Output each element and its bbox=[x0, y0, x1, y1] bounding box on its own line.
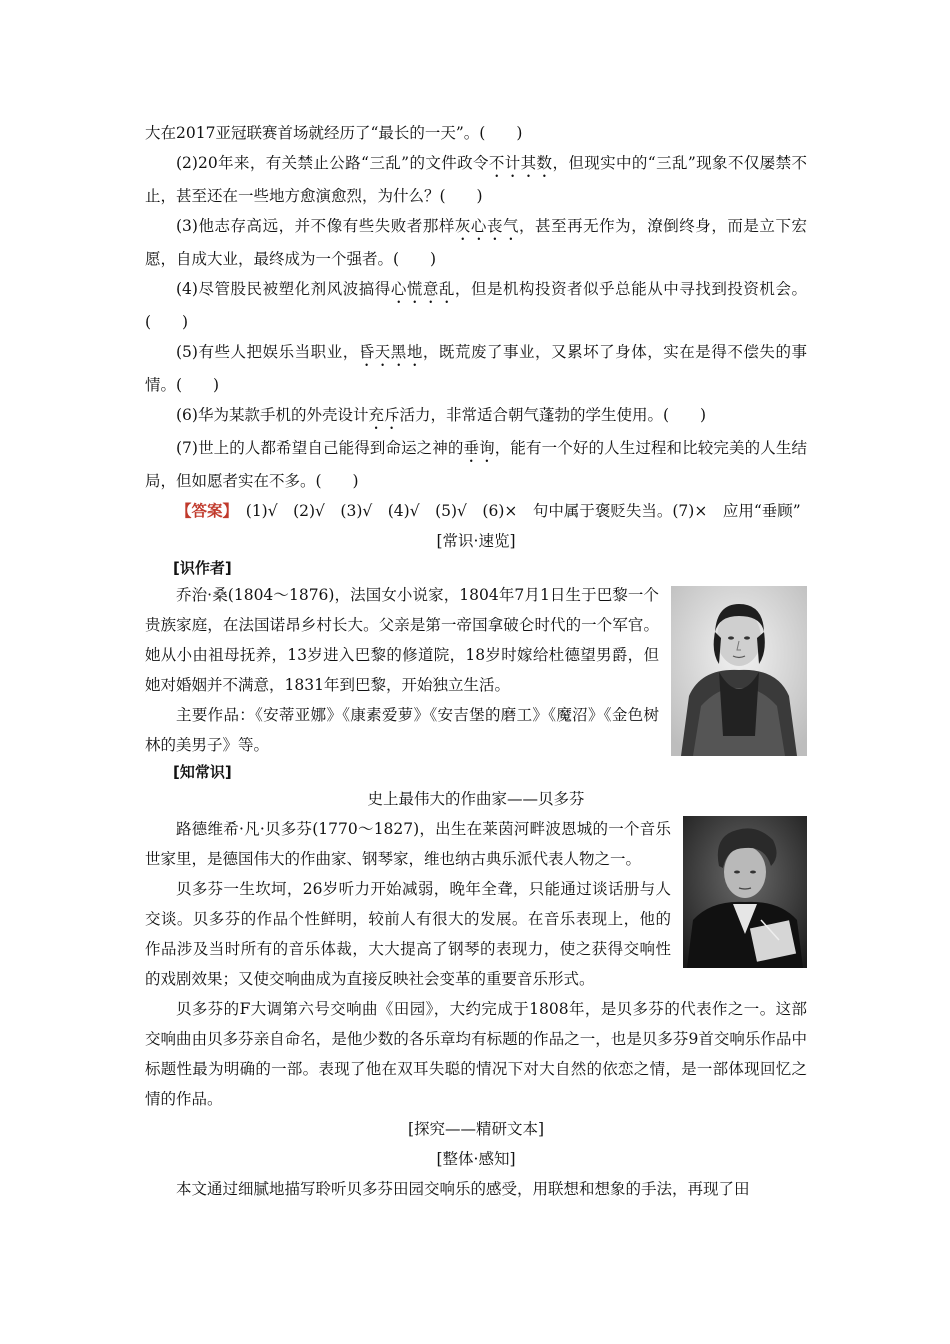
knowledge-paragraph-3: 贝多芬的F大调第六号交响曲《田园》，大约完成于1808年，是贝多芬的代表作之一。这部交响曲由贝多芬亲自命名，是他少数的各乐章均有标题的作品之一，也是贝多芬9首交响乐作品中标题性最为明确的一部。表现了他在双耳失聪的情况下对大自然的依恋之情，是一部体现回忆之情的作品。 bbox=[145, 1000, 807, 1108]
question-5-text-a: (5)有些人把娱乐当职业， bbox=[176, 343, 359, 361]
question-5-idiom: 昏天黑地 bbox=[358, 343, 423, 361]
question-1-tail: 大在2017亚冠联赛首场就经历了“最长的一天”。( ) bbox=[145, 124, 523, 142]
question-7-text-b: ，能有一个好的人生过程和比较完美的人生结局，但如愿者实在不多。( ) bbox=[145, 439, 807, 490]
question-4-text-b: ，但是机构投资者似乎总能从中寻找到投资机会。( ) bbox=[145, 280, 807, 331]
author-paragraph-1: 乔治·桑(1804～1876)，法国女小说家，1804年7月1日生于巴黎一个贵族家庭，在法国诺昂乡村长大。父亲是第一帝国拿破仑时代的一个军官。她从小由祖母抚养，13岁进入巴黎的修道院，18岁时嫁给杜德望男爵，但她对婚姻并不满意，1831年到巴黎，开始独立生活。 bbox=[145, 586, 659, 694]
document-content bbox=[145, 118, 807, 1204]
question-4-idiom: 心慌意乱 bbox=[390, 280, 455, 298]
section-tag-knowledge: [ 知常识 ] bbox=[173, 760, 807, 784]
question-2-text-b: ，但现实中的“三乱”现象不仅屡禁不止，甚至还在一些地方愈演愈烈，为什么？( ) bbox=[145, 154, 807, 205]
portrait-woman-image bbox=[671, 586, 807, 756]
beethoven-portrait bbox=[683, 816, 807, 968]
knowledge-title: 史上最伟大的作曲家——贝多芬 bbox=[367, 790, 585, 808]
author-paragraph-2: 主要作品：《安蒂亚娜》《康素爱萝》《安吉堡的磨工》《魔沼》《金色树林的美男子》等。 bbox=[145, 706, 659, 754]
question-7-text-a: (7)世上的人都希望自己能得到命运之神的 bbox=[176, 439, 464, 457]
intro-paragraph: 本文通过细腻地描写聆听贝多芬田园交响乐的感受，用联想和想象的手法，再现了田 bbox=[176, 1180, 750, 1198]
question-3-text-b: ，甚至再无作为，潦倒终身，而是立下宏愿，自成大业，最终成为一个强者。( ) bbox=[145, 217, 807, 268]
section-tag-author: [ 识作者 ] bbox=[173, 556, 807, 580]
knowledge-paragraph-1: 路德维希·凡·贝多芬(1770～1827)，出生在莱茵河畔波恩城的一个音乐世家里，是德国伟大的作曲家、钢琴家，维也纳古典乐派代表人物之一。 bbox=[145, 820, 671, 868]
question-3-idiom: 灰心丧气 bbox=[454, 217, 520, 235]
section-heading-tanjiu: [探究——精研文本] bbox=[407, 1120, 545, 1138]
question-2-text-a: (2)20年来，有关禁止公路“三乱”的文件政令 bbox=[176, 154, 489, 172]
question-3-text-a: (3)他志存高远，并不像有些失败者那样 bbox=[176, 217, 455, 235]
question-4-text-a: (4)尽管股民被塑化剂风波搞得 bbox=[176, 280, 391, 298]
question-2-idiom: 不计其数 bbox=[488, 154, 553, 172]
question-7-idiom: 垂询 bbox=[463, 439, 495, 457]
question-6-text-b: 活力，非常适合朝气蓬勃的学生使用。( ) bbox=[399, 406, 707, 424]
section-heading-changshi: [常识·速览] bbox=[436, 532, 516, 550]
george-sand-portrait bbox=[671, 586, 807, 756]
question-2 bbox=[145, 148, 807, 211]
answer-text: (1)√ (2)√ (3)√ (4)√ (5)√ (6)× 句中属于褒贬失当。(7)× 应用“垂顾” bbox=[230, 502, 801, 520]
question-5-text-b: ，既荒废了事业，又累坏了身体，实在是得不偿失的事情。( ) bbox=[145, 343, 807, 394]
question-6-idiom: 充斥 bbox=[368, 406, 400, 424]
question-4 bbox=[145, 274, 807, 337]
question-3 bbox=[145, 211, 807, 274]
question-6-text-a: (6)华为某款手机的外壳设计 bbox=[176, 406, 369, 424]
portrait-man-image bbox=[683, 816, 807, 968]
answer-label: 【答案】 bbox=[176, 501, 231, 520]
knowledge-paragraph-2: 贝多芬一生坎坷，26岁听力开始减弱，晚年全聋，只能通过谈话册与人交谈。贝多芬的作品个性鲜明，较前人有很大的发展。在音乐表现上，他的作品涉及当时所有的音乐体裁，大大提高了钢琴的表现力，使之获得交响性的戏剧效果；又使交响曲成为直接反映社会变革的重要音乐形式。 bbox=[145, 880, 671, 988]
answer-block bbox=[145, 496, 807, 526]
question-7 bbox=[145, 433, 807, 496]
question-5 bbox=[145, 337, 807, 400]
question-6 bbox=[145, 400, 807, 433]
section-heading-zhengti: [整体·感知] bbox=[436, 1150, 516, 1168]
